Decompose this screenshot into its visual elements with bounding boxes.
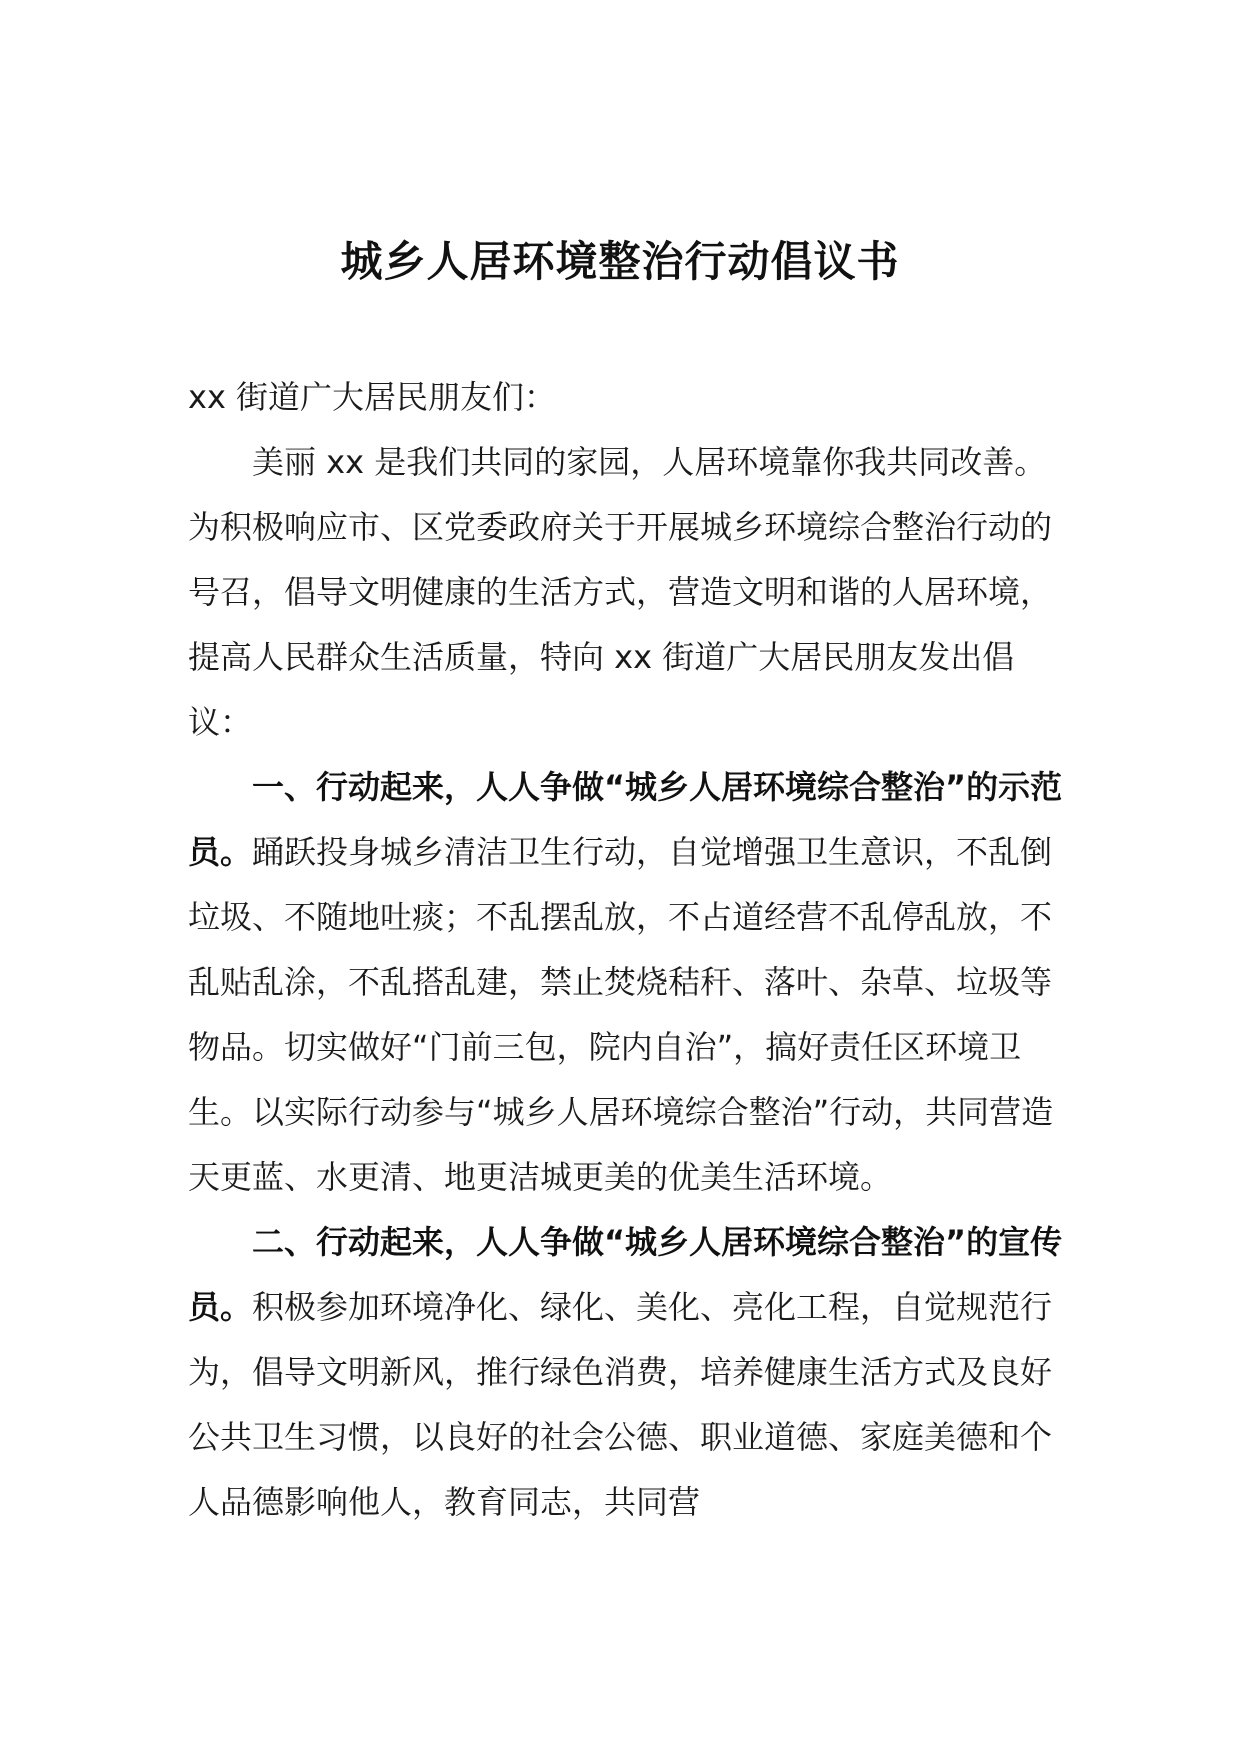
section-heading-1: 一、行动起来，人人争做“城乡人居环境综合整治”的示范员。 (188, 768, 1063, 871)
section-text-1: 踊跃投身城乡清洁卫生行动，自觉增强卫生意识，不乱倒垃圾、不随地吐痰；不乱摆乱放，不占道经营不乱停乱放，不乱贴乱涂，不乱搭乱建，禁止焚烧秸秆、落叶、杂草、垃圾等物品。切实做好“门前三包，院内自治”，搞好责任区环境卫生。以实际行动参与“城乡人居环境综合整治”行动，共同营造天更蓝、水更清、地更洁城更美的优美生活环境。 (188, 833, 1054, 1196)
section-text-2: 积极参加环境净化、绿化、美化、亮化工程，自觉规范行为，倡导文明新风，推行绿色消费，培养健康生活方式及良好公共卫生习惯，以良好的社会公德、职业道德、家庭美德和个人品德影响他人，教育同志，共同营 (188, 1288, 1053, 1521)
section-paragraph-2 (188, 1210, 1068, 1535)
intro-paragraph: 美丽 xx 是我们共同的家园，人居环境靠你我共同改善。为积极响应市、区党委政府关于开展城乡环境综合整治行动的号召，倡导文明健康的生活方式，营造文明和谐的人居环境，提高人民群众生活质量，特向 xx 街道广大居民朋友发出倡议： (188, 443, 1053, 741)
document-title: 城乡人居环境整治行动倡议书 (340, 237, 900, 286)
section-paragraph-1 (188, 755, 1068, 1210)
salutation: xx 街道广大居民朋友们： (188, 378, 557, 416)
document-body (188, 365, 1068, 1535)
section-heading-2: 二、行动起来，人人争做“城乡人居环境综合整治”的宣传员。 (188, 1223, 1063, 1326)
